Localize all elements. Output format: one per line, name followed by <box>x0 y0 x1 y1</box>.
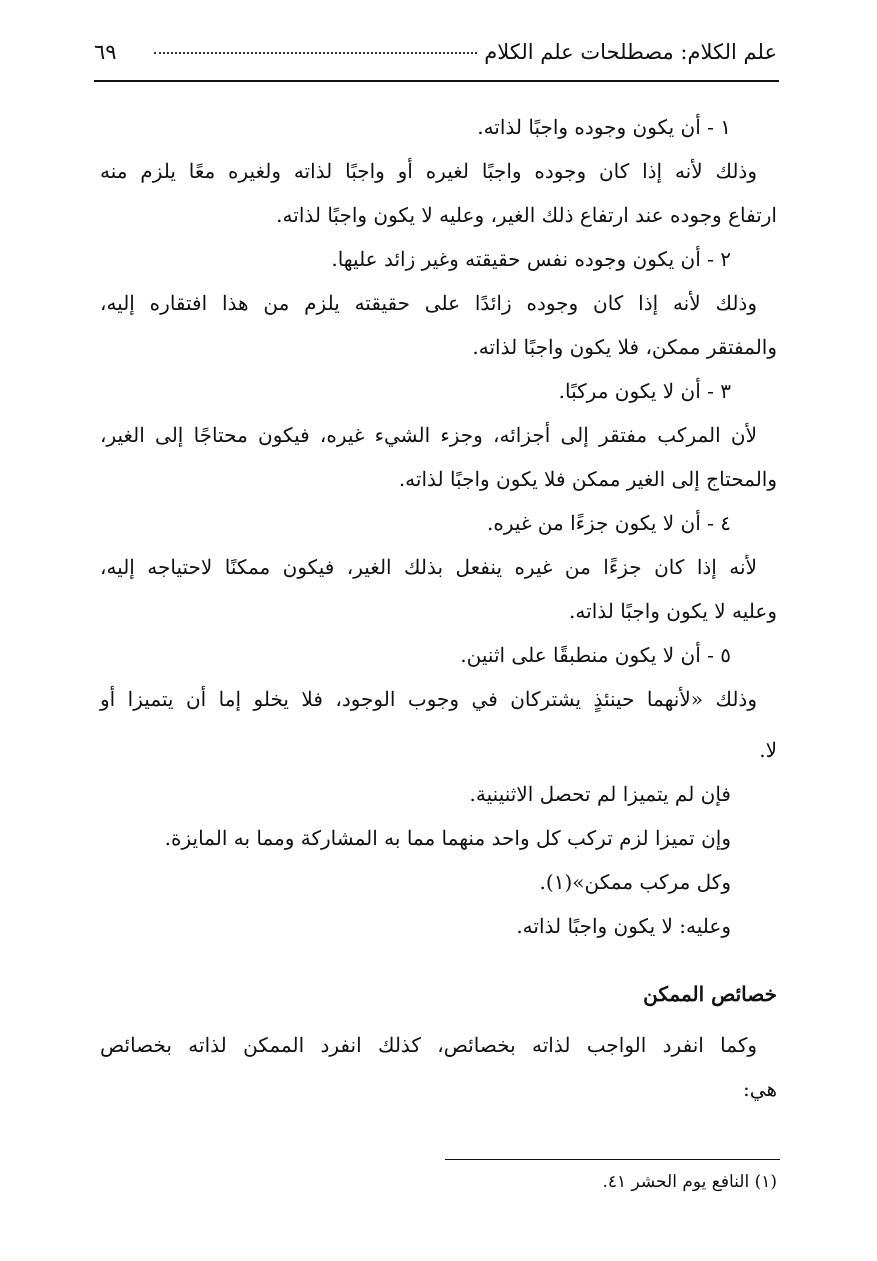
list-item-3: ٣ - أن لا يكون مركبًا. <box>558 379 731 403</box>
paragraph-line: وكما انفرد الواجب لذاته بخصائص، كذلك انفرد الممكن لذاته بخصائص <box>100 1033 757 1057</box>
section-heading: خصائص الممكن <box>643 982 777 1006</box>
paragraph-line: والمحتاج إلى الغير ممكن فلا يكون واجبًا لذاته. <box>398 467 777 491</box>
quote-line: فإن لم يتميزا لم تحصل الاثنينية. <box>469 782 731 806</box>
paragraph-line: لأن المركب مفتقر إلى أجزائه، وجزء الشيء غيره، فيكون محتاجًا إلى الغير، <box>100 423 757 447</box>
running-header <box>94 38 777 76</box>
quote-line: وكل مركب ممكن»(١). <box>539 870 731 894</box>
list-item-5: ٥ - أن لا يكون منطبقًا على اثنين. <box>460 643 731 667</box>
paragraph-line: وذلك لأنه إذا كان وجوده واجبًا لغيره أو واجبًا لذاته ولغيره معًا يلزم منه <box>100 159 757 183</box>
list-item-4: ٤ - أن لا يكون جزءًا من غيره. <box>487 511 731 535</box>
header-dot-leader <box>154 52 477 54</box>
paragraph-line: ارتفاع وجوده عند ارتفاع ذلك الغير، وعليه لا يكون واجبًا لذاته. <box>276 203 777 227</box>
footnote-rule <box>445 1159 780 1160</box>
page-number: ٦٩ <box>94 40 117 64</box>
paragraph-line: وذلك لأنه إذا كان وجوده زائدًا على حقيقته يلزم من هذا افتقاره إليه، <box>100 291 757 315</box>
paragraph-line: وذلك «لأنهما حينئذٍ يشتركان في وجوب الوجود، فلا يخلو إما أن يتميزا أو <box>100 687 757 711</box>
paragraph-line: لأنه إذا كان جزءًا من غيره ينفعل بذلك الغير، فيكون ممكنًا لاحتياجه إليه، <box>100 555 757 579</box>
paragraph-line: هي: <box>743 1077 777 1101</box>
header-rule <box>94 80 779 82</box>
quote-line: وإن تميزا لزم تركب كل واحد منهما مما به المشاركة ومما به المايزة. <box>164 826 731 850</box>
paragraph-line: لا. <box>759 738 777 762</box>
list-item-2: ٢ - أن يكون وجوده نفس حقيقته وغير زائد عليها. <box>331 247 731 271</box>
paragraph-line: وعليه لا يكون واجبًا لذاته. <box>569 599 777 623</box>
paragraph-line: وعليه: لا يكون واجبًا لذاته. <box>516 914 731 938</box>
header-title: علم الكلام: مصطلحات علم الكلام <box>484 40 777 64</box>
paragraph-line: والمفتقر ممكن، فلا يكون واجبًا لذاته. <box>472 335 777 359</box>
footnote: (١) النافع يوم الحشر ٤١. <box>602 1172 777 1192</box>
list-item-1: ١ - أن يكون وجوده واجبًا لذاته. <box>477 115 731 139</box>
